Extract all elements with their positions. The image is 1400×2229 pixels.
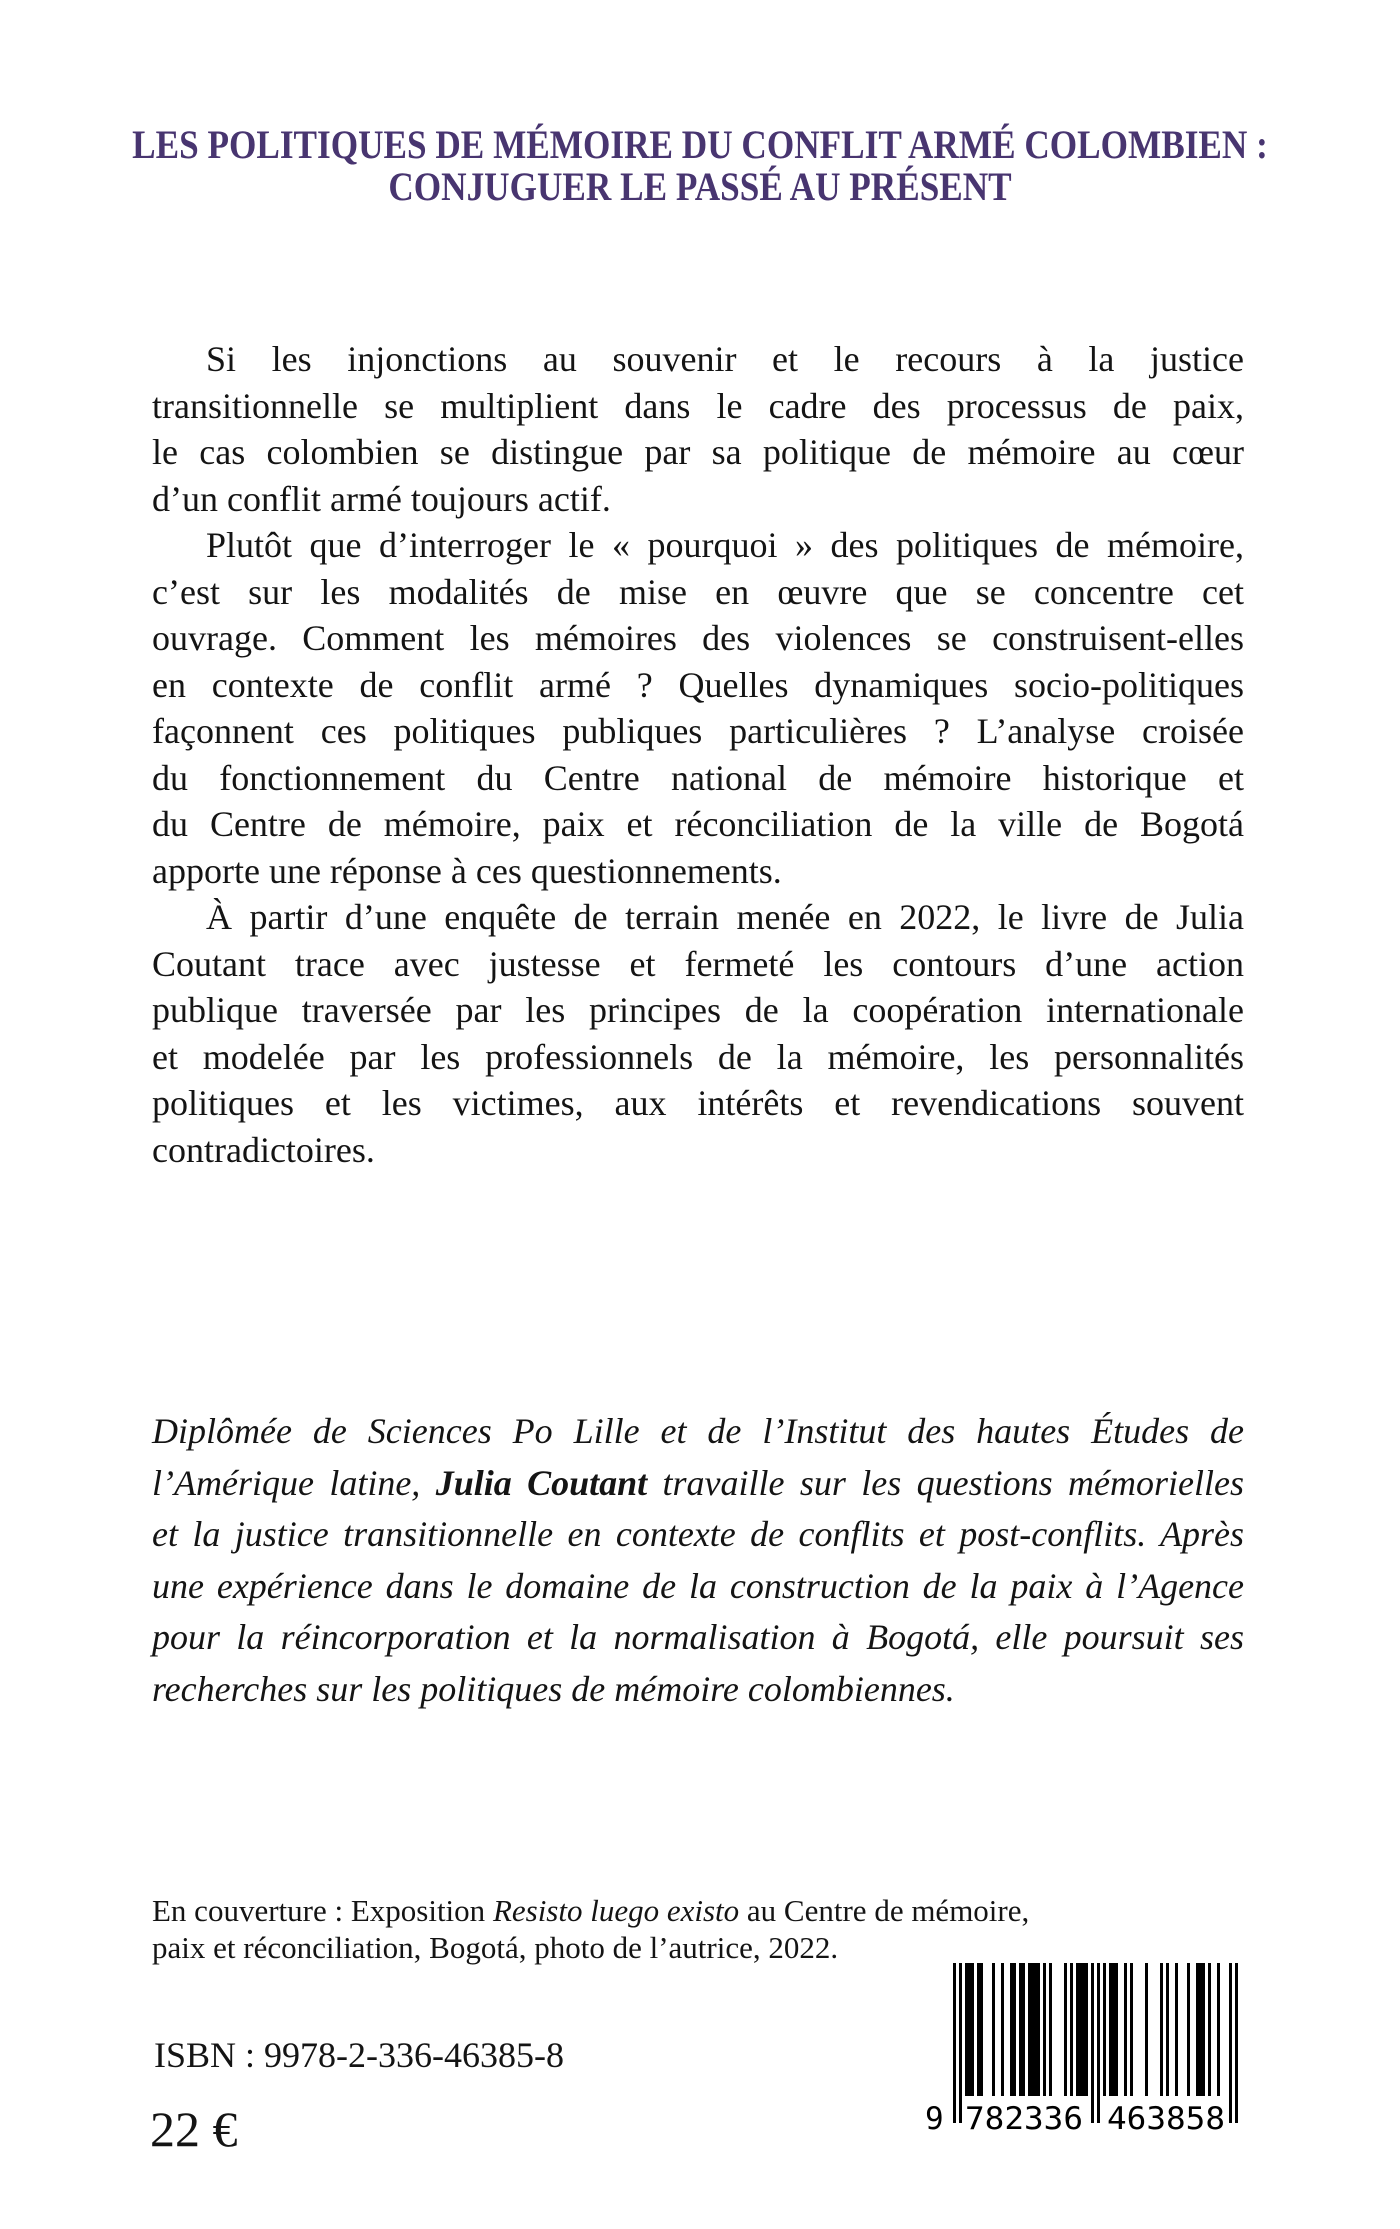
bio-line2-post: travaille sur les questions mémorielles xyxy=(647,1462,1244,1503)
text-line: le cas colombien se distingue par sa politique de mémoire au cœur xyxy=(152,432,1244,472)
bio-line2-pre: l’Amérique latine, xyxy=(152,1462,436,1503)
exposition-title: Resisto luego existo xyxy=(492,1893,740,1928)
cover-credit xyxy=(152,1892,1072,1966)
credit-line1-post: au Centre de mémoire, xyxy=(739,1893,1030,1928)
text-line: façonnent ces politiques publiques particulières ? L’analyse croisée xyxy=(152,711,1244,751)
text-line: apporte une réponse à ces questionnements. xyxy=(152,850,782,891)
text-line: contradictoires. xyxy=(152,1129,375,1170)
text-line xyxy=(152,1458,1244,1510)
barcode xyxy=(923,1963,1243,2135)
text-line: recherches sur les politiques de mémoire colombiennes. xyxy=(152,1668,955,1709)
text-line: Diplômée de Sciences Po Lille et de l’Institut des hautes Études de xyxy=(152,1411,1244,1451)
text-line: du fonctionnement du Centre national de mémoire historique et xyxy=(152,757,1244,798)
text-line xyxy=(152,1892,1072,1929)
title-line-1: LES POLITIQUES DE MÉMOIRE DU CONFLIT ARMÉ COLOMBIEN : xyxy=(132,122,1268,167)
text-line: en contexte de conflit armé ? Quelles dynamiques socio-politiques xyxy=(152,664,1244,705)
author-bio xyxy=(152,1406,1244,1715)
text-line: politiques et les victimes, aux intérêts et revendications souvent xyxy=(152,1083,1244,1123)
svg-text:9: 9 xyxy=(925,2101,944,2135)
text-line: et la justice transitionnelle en contexte de conflits et post-conflits. Après xyxy=(152,1514,1244,1554)
text-line: pour la réincorporation et la normalisation à Bogotá, elle poursuit ses xyxy=(152,1617,1244,1657)
book-title xyxy=(0,124,1400,208)
isbn-text: ISBN : 9978-2-336-46385-8 xyxy=(154,2035,564,2075)
title-line-2: CONJUGUER LE PASSÉ AU PRÉSENT xyxy=(388,164,1012,209)
text-line: et modelée par les professionnels de la mémoire, les personnalités xyxy=(152,1036,1244,1077)
text-line: Coutant trace avec justesse et fermeté les contours d’une action xyxy=(152,943,1244,984)
text-line: du Centre de mémoire, paix et réconciliation de la ville de Bogotá xyxy=(152,804,1244,844)
text-line: publique traversée par les principes de la coopération internationale xyxy=(152,990,1244,1030)
svg-text:782336: 782336 xyxy=(965,2101,1083,2135)
text-line: Plutôt que d’interroger le « pourquoi » des politiques de mémoire, xyxy=(206,525,1244,565)
text-line: c’est sur les modalités de mise en œuvre que se concentre cet xyxy=(152,571,1244,612)
text-line: une expérience dans le domaine de la construction de la paix à l’Agence xyxy=(152,1565,1244,1606)
credit-line1-pre: En couverture : Exposition xyxy=(152,1893,493,1928)
author-name: Julia Coutant xyxy=(435,1462,648,1503)
synopsis-paragraph-2 xyxy=(152,522,1244,894)
text-line: d’un conflit armé toujours actif. xyxy=(152,478,611,519)
text-line: ouvrage. Comment les mémoires des violences se construisent-elles xyxy=(152,618,1244,658)
barcode-svg xyxy=(923,1963,1243,2135)
text-line: transitionnelle se multiplient dans le cadre des processus de paix, xyxy=(152,385,1244,426)
text-line: paix et réconciliation, Bogotá, photo de l’autrice, 2022. xyxy=(152,1930,839,1965)
synopsis xyxy=(152,336,1244,1173)
synopsis-paragraph-3 xyxy=(152,894,1244,1173)
price-text: 22 € xyxy=(150,2101,238,2157)
synopsis-paragraph-1 xyxy=(152,336,1244,522)
svg-text:463858: 463858 xyxy=(1107,2101,1225,2135)
text-line: À partir d’une enquête de terrain menée en 2022, le livre de Julia xyxy=(206,897,1244,937)
text-line: Si les injonctions au souvenir et le recours à la justice xyxy=(206,339,1244,379)
